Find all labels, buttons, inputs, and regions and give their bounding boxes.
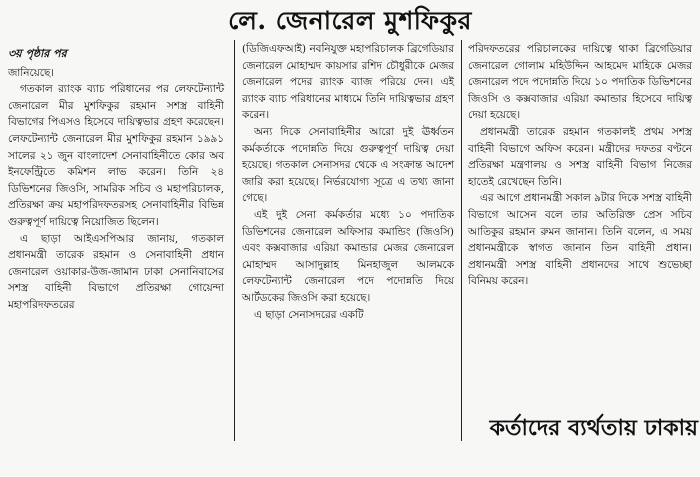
paragraph: এই দুই সেনা কর্মকর্তার মধ্যে ১০ পদাতিক ডিভিশনের জেনারেল অফিসার কমান্ডিং (জিওসি) এবং কক্সবাজার এরিয়া কমান্ডার মেজর জেনারেল মোহাম্মদ আসাদুল্লাহ মিনহাজুল আলমকে লেফটেন্যান্ট জেনারেল পদে পদোন্নতি দিয়ে আর্টডকের জিওসি করা হয়েছে। bbox=[242, 208, 454, 304]
column-2 bbox=[242, 41, 454, 323]
column-divider-right bbox=[461, 40, 462, 441]
column-1 bbox=[8, 41, 224, 314]
continued-from-label: ৩য় পৃষ্ঠার পর bbox=[8, 47, 67, 60]
paragraph: গতকাল র‍্যাংক ব্যাচ পরিধানের পর লেফটেন্যান্ট জেনারেল মীর মুশফিকুর রহমান সশস্ত্র বাহিনী বিভাগের পিএসও হিসেবে দায়িত্বভার গ্রহণ করেছেন। লেফটেন্যান্ট জেনারেল মীর মুশফিকুর রহমান ১৯৯১ সালের ২১ জুন বাংলাদেশ সেনাবাহিনীতে কোর অব ইনফেন্ট্রিতে কমিশন লাভ করেন। তিনি ২৪ ডিভিশনের জিওসি, সামরিক সচিব ও মহাপরিচালক, প্রতিরক্ষা ক্রয় মহাপরিদফতরসহ সেনাবাহিনীর বিভিন্ন গুরুত্বপূর্ণ দায়িত্বে নিয়োজিত ছিলেন। bbox=[8, 83, 224, 228]
headline: লে. জেনারেল মুশফিকুর bbox=[228, 6, 472, 35]
paragraph: অন্য দিকে সেনাবাহিনীর আরো দুই ঊর্ধ্বতন কর্মকর্তাকে পদোন্নতি দিয়ে গুরুত্বপূর্ণ দায়িত্ব দেয়া হয়েছে। গতকাল সেনাসদর থেকে এ সংক্রান্ত আদেশ জারি করা হয়েছে। নির্ভরযোগ্য সূত্রে এ তথ্য জানা গেছে। bbox=[242, 125, 454, 205]
paragraph: জানিয়েছে। bbox=[8, 66, 54, 79]
paragraph: এর আগে প্রধানমন্ত্রী সকাল ৯টার দিকে সশস্ত্র বাহিনী বিভাগে আসেন বলে তার অতিরিক্ত প্রেস সচিব আতিকুর রহমান রুমন জানান। তিনি বলেন, এ সময় প্রধানমন্ত্রীকে স্বাগত জানান তিন বাহিনী প্রধান। প্রধানমন্ত্রী সশস্ত্র বাহিনী প্রধানদের সাথে শুভেচ্ছা বিনিময় করেন। bbox=[468, 192, 692, 288]
paragraph: এ ছাড়া সেনাসদরের একটি bbox=[254, 308, 364, 321]
next-article-headline: কর্তাদের ব্যর্থতায় ঢাকায় bbox=[489, 416, 698, 441]
paragraph: এ ছাড়া আইএসপিআর জানায়, গতকাল প্রধানমন্ত্রী তারেক রহমান ও সেনাবাহিনী প্রধান জেনারেল ওয়াকার-উজ-জামান ঢাকা সেনানিবাসের সশস্ত্র বাহিনী বিভাগে প্রতিরক্ষা গোয়েন্দা মহাপরিদফতরের bbox=[8, 232, 224, 311]
column-3 bbox=[468, 41, 692, 290]
paragraph: পরিদফতরের পরিচালকের দায়িত্বে থাকা ব্রিগেডিয়ার জেনারেল গোলাম মহিউদ্দিন আহমেদ মাহিকে মেজর জেনারেল পদে পদোন্নতি দিয়ে ১০ পদাতিক ডিভিশনের জিওসি ও কক্সবাজার এরিয়া কমান্ডার হিসেবে দায়িত্ব দেয়া হয়েছে। bbox=[468, 43, 692, 122]
paragraph: (ডিজিএফআই) নবনিযুক্ত মহাপরিচালক ব্রিগেডিয়ার জেনারেল মোহাম্মদ কায়সার রশিদ চৌধুরীকে মেজর জেনারেল পদের র‍্যাংক ব্যাজ পরিয়ে দেন। এই র‍্যাংক ব্যাচ পরিধানের মাধ্যমে তিনি দায়িত্বভার গ্রহণ করেন। bbox=[242, 43, 454, 122]
paragraph: প্রধানমন্ত্রী তারেক রহমান গতকালই প্রথম সশস্ত্র বাহিনী বিভাগে অফিস করেন। মন্ত্রীদের দফতর বণ্টনে প্রতিরক্ষা মন্ত্রণালয় ও সশস্ত্র বাহিনী বিভাগ নিজের হাতেই রেখেছেন তিনি। bbox=[468, 125, 692, 188]
column-divider-left bbox=[234, 40, 235, 441]
